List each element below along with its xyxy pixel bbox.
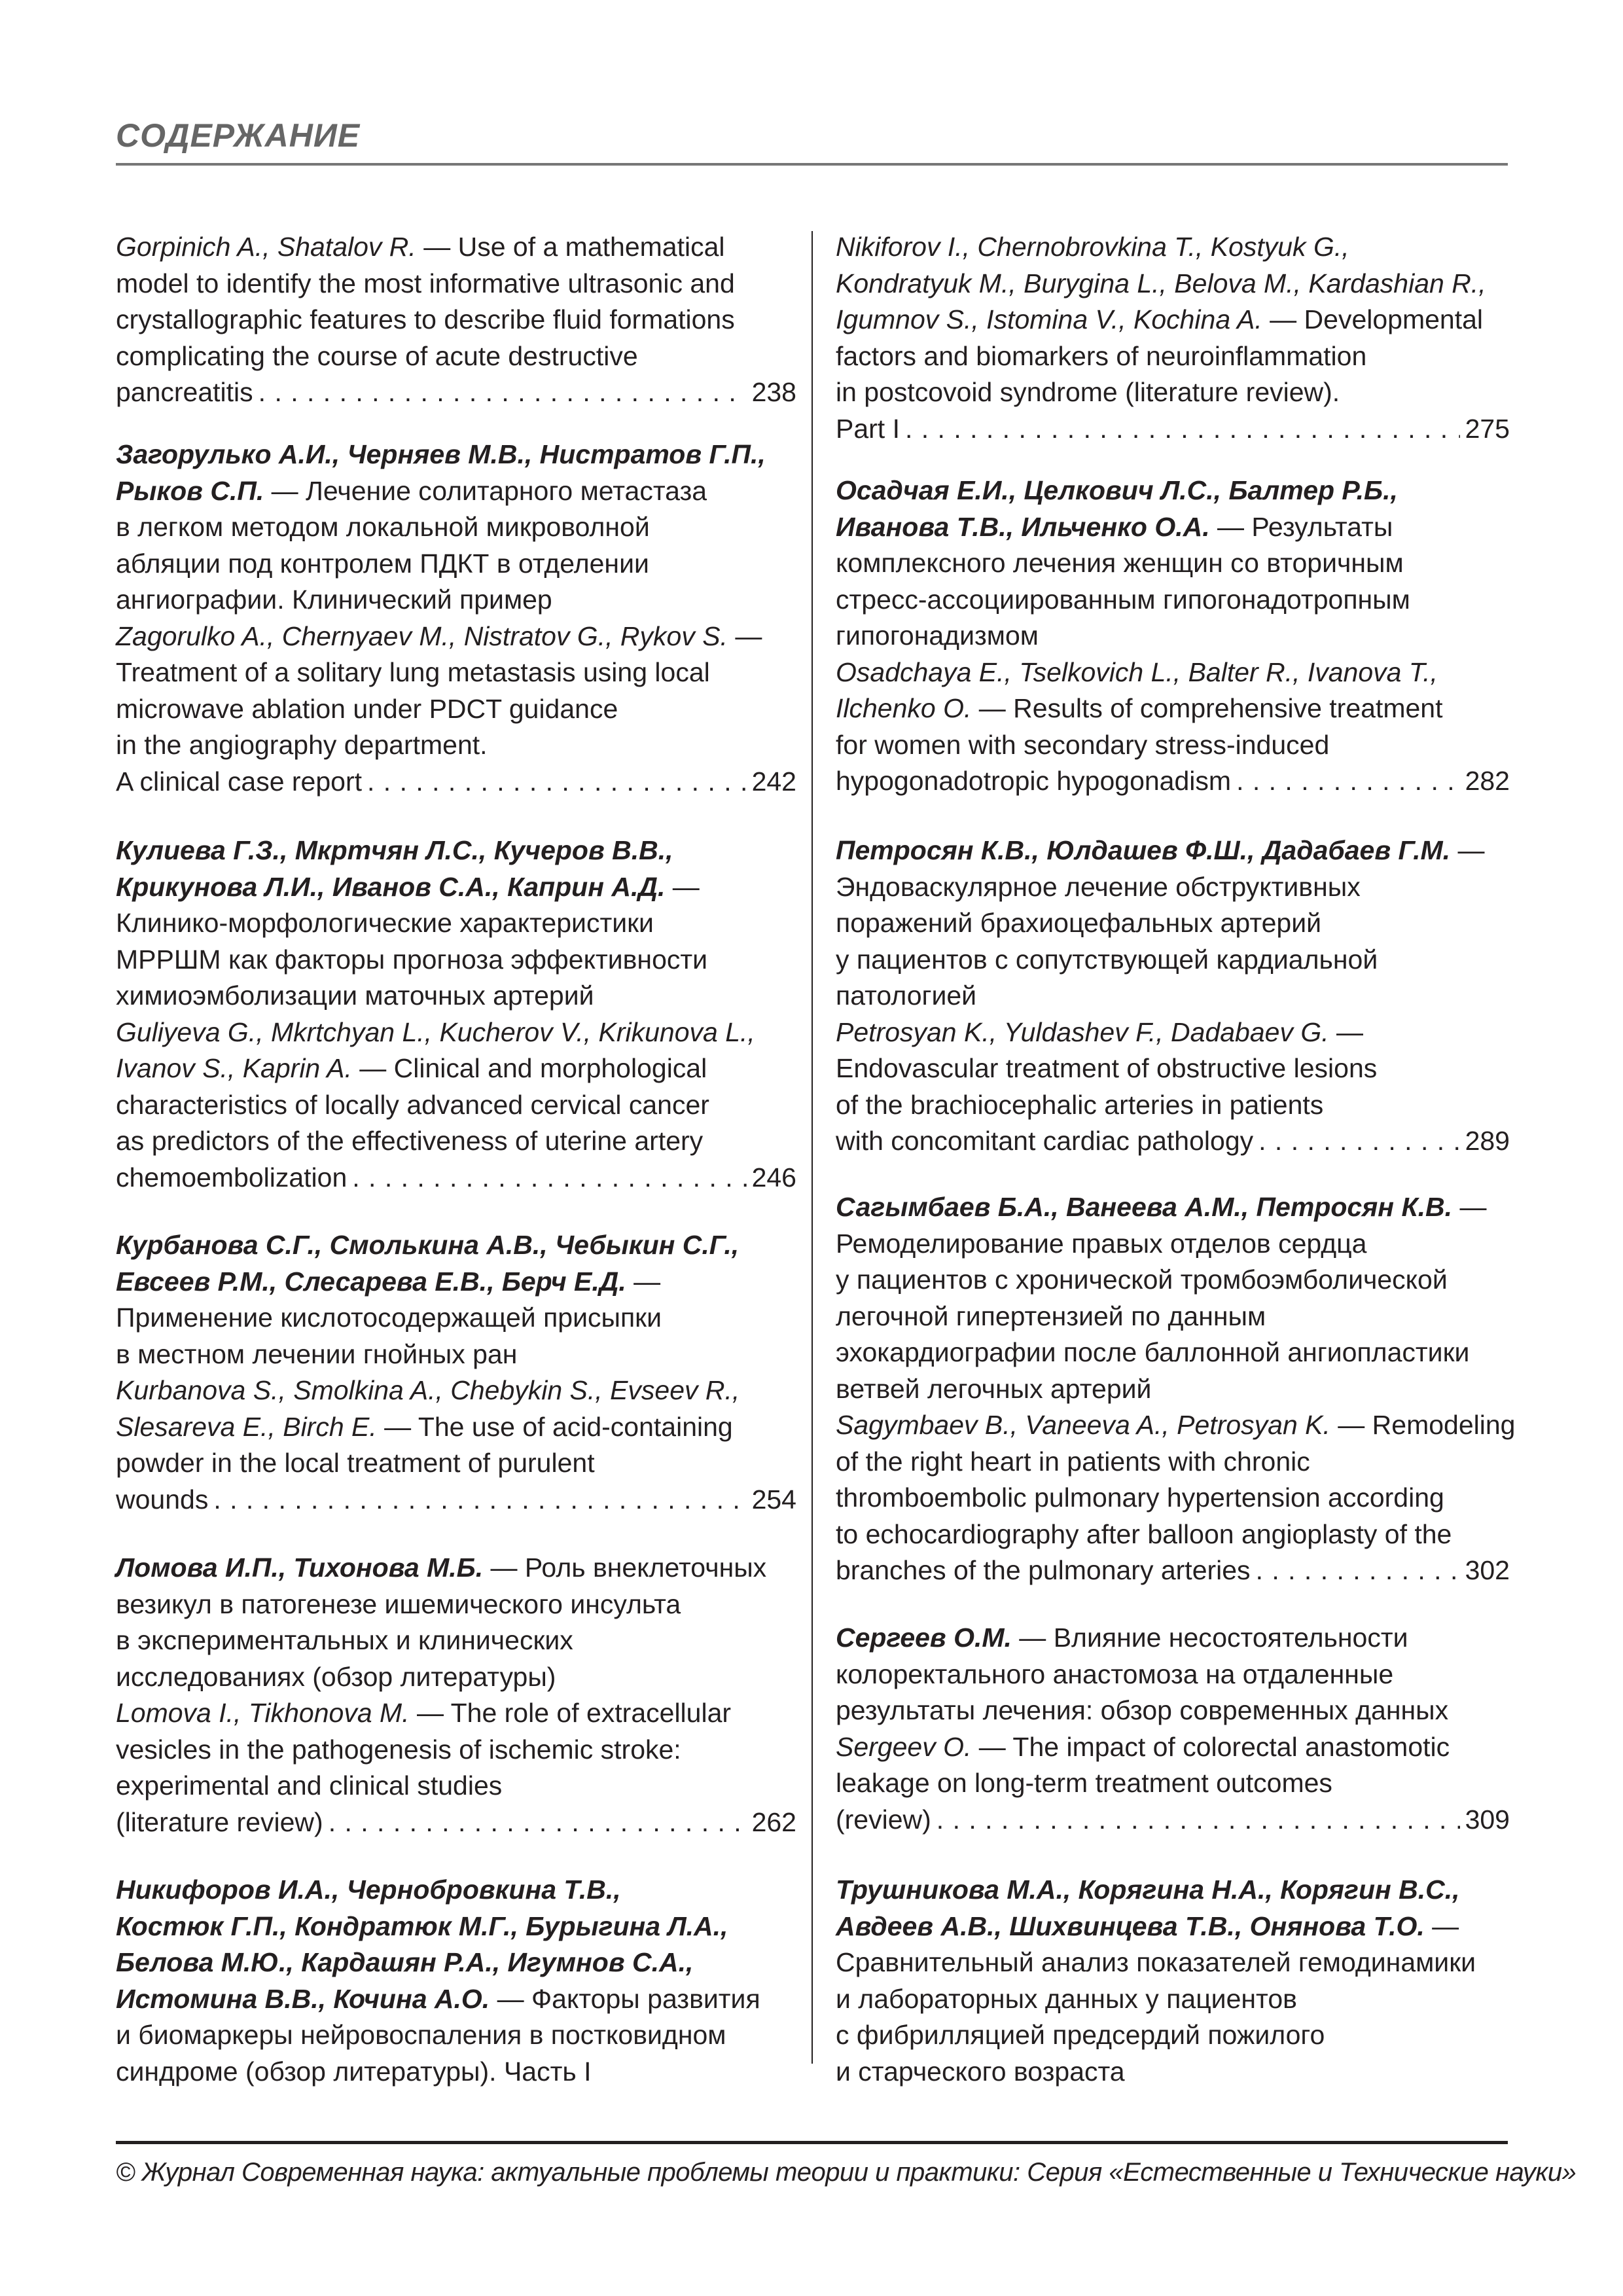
toc-line-with-page: [116, 1482, 796, 1518]
entry-title-text: — Use of a mathematical: [416, 232, 725, 262]
toc-line: [836, 1335, 1510, 1371]
page-number[interactable]: 254: [751, 1484, 796, 1515]
toc-line: [836, 655, 1510, 691]
entry-title-text: leakage on long-term treatment outcomes: [836, 1768, 1332, 1798]
toc-entry[interactable]: [836, 833, 1510, 1160]
authors-en: Kondratyuk M., Burygina L., Belova M., Kardashian R.,: [836, 268, 1486, 298]
toc-line: [836, 1444, 1510, 1480]
entry-title-text: — Remodeling: [1330, 1410, 1516, 1440]
page-number[interactable]: 275: [1465, 413, 1510, 444]
toc-line: [836, 905, 1510, 942]
toc-line: [836, 1620, 1510, 1657]
toc-entry[interactable]: [836, 1620, 1510, 1838]
entry-title-text: ангиографии. Клинический пример: [116, 584, 552, 615]
toc-line: [116, 473, 796, 510]
toc-line: [116, 1050, 796, 1087]
entry-title-text: Эндоваскулярное лечение обструктивных: [836, 871, 1361, 902]
page-number[interactable]: 282: [1465, 766, 1510, 796]
toc-line: [116, 338, 796, 375]
authors-ru: Трушникова М.А., Корягина Н.А., Корягин В.С.,: [836, 1874, 1460, 1905]
toc-line: [116, 1264, 796, 1300]
toc-line: [116, 1123, 796, 1160]
toc-line: [116, 1623, 796, 1659]
authors-en: Guliyeva G., Mkrtchyan L., Kucherov V., Krikunova L.,: [116, 1016, 755, 1047]
toc-entry[interactable]: [116, 229, 796, 411]
entry-title-text: factors and biomarkers of neuroinflammation: [836, 340, 1367, 371]
authors-ru: Осадчая Е.И., Целкович Л.С., Балтер Р.Б.,: [836, 475, 1398, 505]
toc-line: [836, 978, 1510, 1014]
dot-leader: [936, 1802, 1460, 1839]
toc-line: [836, 1657, 1510, 1693]
page-number[interactable]: 238: [751, 377, 796, 407]
entry-title-text: with concomitant cardiac pathology: [836, 1126, 1254, 1156]
authors-ru: Курбанова С.Г., Смолькина А.В., Чебыкин С.Г.,: [116, 1230, 740, 1260]
toc-line: [116, 1732, 796, 1768]
authors-en: Petrosyan K., Yuldashev F., Dadabaev G.: [836, 1016, 1329, 1047]
entry-title-text: —: [727, 620, 762, 651]
entry-title-text: —: [1450, 835, 1485, 865]
authors-ru: Крикунова Л.И., Иванов С.А., Каприн А.Д.: [116, 871, 666, 902]
entry-title-text: Part I: [836, 413, 900, 444]
entry-title-text: — Results of comprehensive treatment: [971, 693, 1443, 723]
toc-line: [836, 473, 1510, 509]
toc-line: [836, 266, 1510, 302]
footer-copyright: © Журнал Современная наука: актуальные проблемы теории и практики: Серия «Естественные и Технические науки»: [116, 2158, 1577, 2187]
entry-title-text: Endovascular treatment of obstructive lesions: [836, 1053, 1378, 1083]
toc-line: [836, 229, 1510, 266]
toc-line: [836, 1909, 1510, 1945]
toc-line: [836, 1262, 1510, 1299]
entry-title-text: of the right heart in patients with chronic: [836, 1446, 1310, 1477]
toc-line-with-page: [116, 764, 796, 800]
toc-line: [116, 1909, 796, 1945]
toc-line: [836, 1407, 1516, 1444]
entry-title-text: thromboembolic pulmonary hypertension according: [836, 1482, 1444, 1513]
toc-line: [116, 1227, 796, 1264]
entry-title-text: vesicles in the pathogenesis of ischemic stroke:: [116, 1734, 681, 1765]
toc-line: [836, 942, 1510, 978]
entry-title-text: гипогонадизмом: [836, 620, 1039, 651]
entry-title-text: у пациентов с хронической тромбоэмболической: [836, 1265, 1448, 1295]
toc-line: [836, 618, 1510, 655]
entry-title-text: to echocardiography after balloon angioplasty of the: [836, 1518, 1452, 1549]
toc-line: [116, 302, 796, 338]
toc-line: [836, 545, 1510, 582]
toc-line-with-page: [116, 374, 796, 411]
entry-title-text: и биомаркеры нейровоспаления в постковидном: [116, 2020, 726, 2050]
toc-line: [116, 1409, 796, 1446]
page-number[interactable]: 302: [1465, 1555, 1510, 1585]
authors-ru: Истомина В.В., Кочина А.О.: [116, 1983, 490, 2014]
entry-title-text: ветвей легочных артерий: [836, 1373, 1152, 1404]
entry-title-text: (review): [836, 1804, 931, 1835]
authors-ru: Иванова Т.В., Ильченко О.А.: [836, 511, 1210, 542]
entry-title-text: microwave ablation under PDCT guidance: [116, 693, 618, 724]
dot-leader: [367, 764, 747, 800]
toc-line: [836, 869, 1510, 906]
dot-leader: [352, 1160, 746, 1196]
toc-line: [836, 691, 1510, 727]
toc-entry[interactable]: [836, 1872, 1510, 2090]
entry-title-text: crystallographic features to describe fluid formations: [116, 304, 735, 334]
dot-leader: [259, 374, 747, 411]
toc-line: [836, 302, 1510, 338]
entry-title-text: — Роль внеклеточных: [483, 1552, 767, 1583]
entry-title-text: Клинико-морфологические характеристики: [116, 908, 654, 938]
entry-title-text: — Лечение солитарного метастаза: [264, 475, 707, 506]
toc-line-with-page: [116, 1804, 796, 1841]
toc-line: [116, 1981, 796, 2018]
toc-line: [116, 978, 796, 1014]
page-title: СОДЕРЖАНИЕ: [116, 117, 361, 154]
entry-title-text: for women with secondary stress-induced: [836, 729, 1330, 760]
toc-line: [836, 1945, 1510, 1981]
authors-ru: Кулиева Г.З., Мкртчян Л.С., Кучеров В.В.,: [116, 835, 673, 865]
entry-title-text: Сравнительный анализ показателей гемодинамики: [836, 1947, 1476, 1977]
authors-ru: Сергеев О.М.: [836, 1623, 1012, 1653]
toc-line: [836, 1299, 1510, 1335]
entry-title-text: — Результаты: [1209, 511, 1393, 542]
dot-leader: [1258, 1123, 1459, 1160]
toc-line: [836, 1765, 1510, 1802]
authors-ru: Загорулько А.И., Черняев М.В., Нистратов Г.П.,: [116, 439, 766, 469]
toc-entry[interactable]: [836, 473, 1510, 800]
toc-line-with-page: [836, 411, 1510, 448]
entry-title-text: A clinical case report: [116, 766, 363, 797]
toc-line: [116, 2017, 796, 2054]
entry-title-text: in postcovoid syndrome (literature review).: [836, 377, 1340, 407]
entry-title-text: experimental and clinical studies: [116, 1770, 503, 1801]
entry-title-text: химиоэмболизации маточных артерий: [116, 980, 594, 1011]
toc-line: [836, 1189, 1510, 1226]
toc-line: [836, 727, 1510, 764]
toc-line: [116, 2054, 796, 2090]
entry-title-text: патологией: [836, 980, 977, 1011]
entry-title-text: исследованиях (обзор литературы): [116, 1661, 556, 1692]
authors-en: Lomova I., Tikhonova M.: [116, 1698, 410, 1728]
toc-line: [116, 509, 796, 546]
authors-en: Sergeev O.: [836, 1731, 972, 1762]
dot-leader: [213, 1482, 746, 1518]
toc-line: [116, 905, 796, 942]
footer-rule: [116, 2141, 1508, 2144]
toc-entry[interactable]: [836, 229, 1510, 447]
entry-title-text: —: [626, 1266, 661, 1297]
authors-en: Sagymbaev B., Vaneeva A., Petrosyan K.: [836, 1410, 1330, 1440]
entry-title-text: с фибрилляцией предсердий пожилого: [836, 2020, 1325, 2050]
authors-en: Osadchaya E., Tselkovich L., Balter R., Ivanova T.,: [836, 656, 1438, 687]
toc-line: [836, 509, 1510, 546]
entry-title-text: в легком методом локальной микроволной: [116, 512, 650, 542]
toc-line: [836, 1872, 1510, 1909]
toc-line-with-page: [116, 1160, 796, 1196]
entry-title-text: Применение кислотосодержащей присыпки: [116, 1302, 662, 1333]
column-divider: [812, 231, 813, 2064]
toc-line: [116, 869, 796, 906]
page-number[interactable]: 246: [751, 1162, 796, 1193]
authors-en: Gorpinich A., Shatalov R.: [116, 232, 416, 262]
page-number[interactable]: 262: [751, 1806, 796, 1837]
toc-line-with-page: [836, 1802, 1510, 1839]
authors-en: Nikiforov I., Chernobrovkina T., Kostyuk G.,: [836, 232, 1349, 262]
entry-title-text: — The impact of colorectal anastomotic: [971, 1731, 1450, 1762]
toc-line: [836, 582, 1510, 619]
entry-title-text: — Developmental: [1262, 304, 1484, 334]
toc-line: [116, 1372, 796, 1409]
toc-line: [836, 338, 1510, 375]
authors-ru: Никифоров И.А., Чернобровкина Т.В.,: [116, 1874, 621, 1905]
toc-line: [116, 1768, 796, 1804]
toc-line: [836, 1729, 1510, 1766]
authors-ru: Рыков С.П.: [116, 475, 264, 506]
entry-title-text: complicating the course of acute destructive: [116, 340, 638, 371]
dot-leader: [329, 1804, 747, 1841]
entry-title-text: в местном лечении гнойных ран: [116, 1338, 518, 1369]
toc-line: [116, 1087, 796, 1124]
authors-en: Kurbanova S., Smolkina A., Chebykin S., Evseev R.,: [116, 1375, 740, 1405]
entry-title-text: колоректального анастомоза на отдаленные: [836, 1659, 1394, 1689]
toc-entry[interactable]: [116, 1227, 796, 1518]
toc-line: [116, 1336, 796, 1373]
entry-title-text: в экспериментальных и клинических: [116, 1625, 573, 1655]
toc-entry[interactable]: [116, 1872, 796, 2090]
entry-title-text: as predictors of the effectiveness of uterine artery: [116, 1126, 704, 1156]
toc-entry[interactable]: [116, 833, 796, 1196]
toc-line: [116, 229, 796, 266]
toc-line: [116, 1945, 796, 1981]
toc-line: [116, 942, 796, 978]
toc-line: [836, 833, 1510, 869]
toc-line: [116, 546, 796, 583]
toc-line: [116, 1014, 796, 1051]
toc-entry[interactable]: [836, 1189, 1516, 1589]
entry-title-text: — The role of extracellular: [409, 1698, 732, 1728]
toc-line: [116, 833, 796, 869]
entry-title-text: легочной гипертензией по данным: [836, 1300, 1266, 1331]
toc-line-with-page: [836, 1123, 1510, 1160]
toc-line: [836, 1480, 1510, 1516]
toc-line: [836, 1087, 1510, 1124]
toc-line-with-page: [836, 1552, 1510, 1589]
authors-ru: Авдеев А.В., Шихвинцева Т.В., Онянова Т.О.: [836, 1910, 1425, 1941]
authors-en: Igumnov S., Istomina V., Kochina A.: [836, 304, 1262, 334]
authors-en: Slesareva E., Birch E.: [116, 1411, 377, 1442]
entry-title-text: результаты лечения: обзор современных данных: [836, 1695, 1449, 1725]
toc-line: [116, 655, 796, 691]
toc-entry[interactable]: [116, 1550, 796, 1840]
page-number[interactable]: 289: [1465, 1126, 1510, 1156]
entry-title-text: hypogonadotropic hypogonadism: [836, 766, 1232, 796]
toc-line: [836, 1226, 1510, 1263]
toc-line: [116, 1659, 796, 1696]
entry-title-text: —: [1424, 1910, 1459, 1941]
entry-title-text: powder in the local treatment of purulent: [116, 1448, 595, 1478]
entry-title-text: — Влияние несостоятельности: [1011, 1623, 1408, 1653]
toc-line: [116, 437, 796, 473]
entry-title-text: —: [665, 871, 700, 902]
authors-en: Ilchenko O.: [836, 693, 972, 723]
page-number[interactable]: 242: [751, 766, 796, 797]
entry-title-text: МРРШМ как факторы прогноза эффективности: [116, 944, 708, 975]
toc-line: [116, 619, 796, 655]
authors-ru: Сагымбаев Б.А., Ванеева А.М., Петросян К.В.: [836, 1192, 1453, 1222]
entry-title-text: везикул в патогенезе ишемического инсульта: [116, 1588, 681, 1619]
entry-title-text: у пациентов с сопутствующей кардиальной: [836, 944, 1378, 975]
toc-line: [116, 1300, 796, 1336]
entry-title-text: поражений брахиоцефальных артерий: [836, 908, 1322, 938]
toc-line: [836, 2017, 1510, 2054]
entry-title-text: branches of the pulmonary arteries: [836, 1555, 1251, 1585]
dot-leader: [1256, 1552, 1460, 1589]
entry-title-text: (literature review): [116, 1806, 323, 1837]
entry-title-text: pancreatitis: [116, 377, 253, 407]
toc-line-with-page: [836, 763, 1510, 800]
toc-line: [836, 1981, 1510, 2018]
authors-en: Ivanov S., Kaprin A.: [116, 1053, 352, 1083]
dot-leader: [905, 411, 1460, 448]
entry-title-text: wounds: [116, 1484, 209, 1515]
entry-title-text: in the angiography department.: [116, 730, 488, 760]
header-rule: [116, 163, 1508, 166]
entry-title-text: Treatment of a solitary lung metastasis using local: [116, 657, 710, 687]
entry-title-text: — The use of acid-containing: [376, 1411, 733, 1442]
authors-ru: Петросян К.В., Юлдашев Ф.Ш., Дадабаев Г.М.: [836, 835, 1451, 865]
entry-title-text: эхокардиографии после баллонной ангиопластики: [836, 1337, 1470, 1367]
entry-title-text: of the brachiocephalic arteries in patients: [836, 1089, 1324, 1120]
entry-title-text: —: [1329, 1016, 1364, 1047]
entry-title-text: комплексного лечения женщин со вторичным: [836, 548, 1404, 578]
entry-title-text: — Факторы развития: [490, 1983, 760, 2014]
page-number[interactable]: 309: [1465, 1804, 1510, 1835]
toc-line: [836, 2054, 1510, 2090]
entry-title-text: и лабораторных данных у пациентов: [836, 1983, 1297, 2014]
toc-line: [116, 1550, 796, 1587]
dot-leader: [1236, 763, 1460, 800]
entry-title-text: —: [1452, 1192, 1487, 1222]
toc-line: [116, 1872, 796, 1909]
toc-line: [116, 691, 796, 728]
toc-line: [116, 727, 796, 764]
entry-title-text: и старческого возраста: [836, 2056, 1125, 2087]
entry-title-text: синдроме (обзор литературы). Часть I: [116, 2056, 592, 2087]
toc-line: [116, 1445, 796, 1482]
entry-title-text: model to identify the most informative ultrasonic and: [116, 268, 735, 298]
toc-line: [836, 1014, 1510, 1051]
authors-ru: Ломова И.П., Тихонова М.Б.: [116, 1552, 484, 1583]
authors-ru: Костюк Г.П., Кондратюк М.Г., Бурыгина Л.А.,: [116, 1910, 728, 1941]
toc-line: [836, 374, 1510, 411]
toc-line: [116, 582, 796, 619]
entry-title-text: стресс-ассоциированным гипогонадотропным: [836, 584, 1410, 615]
toc-entry[interactable]: [116, 437, 796, 800]
entry-title-text: Ремоделирование правых отделов сердца: [836, 1228, 1367, 1259]
authors-ru: Белова М.Ю., Кардашян Р.А., Игумнов С.А.,: [116, 1947, 694, 1977]
entry-title-text: абляции под контролем ПДКТ в отделении: [116, 548, 649, 579]
toc-line: [836, 1516, 1510, 1553]
toc-line: [116, 1695, 796, 1732]
entry-title-text: — Clinical and morphological: [351, 1053, 707, 1083]
authors-ru: Евсеев Р.М., Слесарева Е.В., Берч Е.Д.: [116, 1266, 626, 1297]
toc-line: [836, 1371, 1510, 1408]
toc-line: [836, 1050, 1510, 1087]
toc-line: [116, 1587, 796, 1623]
toc-line: [116, 266, 796, 302]
entry-title-text: chemoembolization: [116, 1162, 348, 1193]
toc-line: [836, 1693, 1510, 1729]
authors-en: Zagorulko A., Chernyaev M., Nistratov G., Rykov S.: [116, 620, 728, 651]
entry-title-text: characteristics of locally advanced cervical cancer: [116, 1089, 709, 1120]
